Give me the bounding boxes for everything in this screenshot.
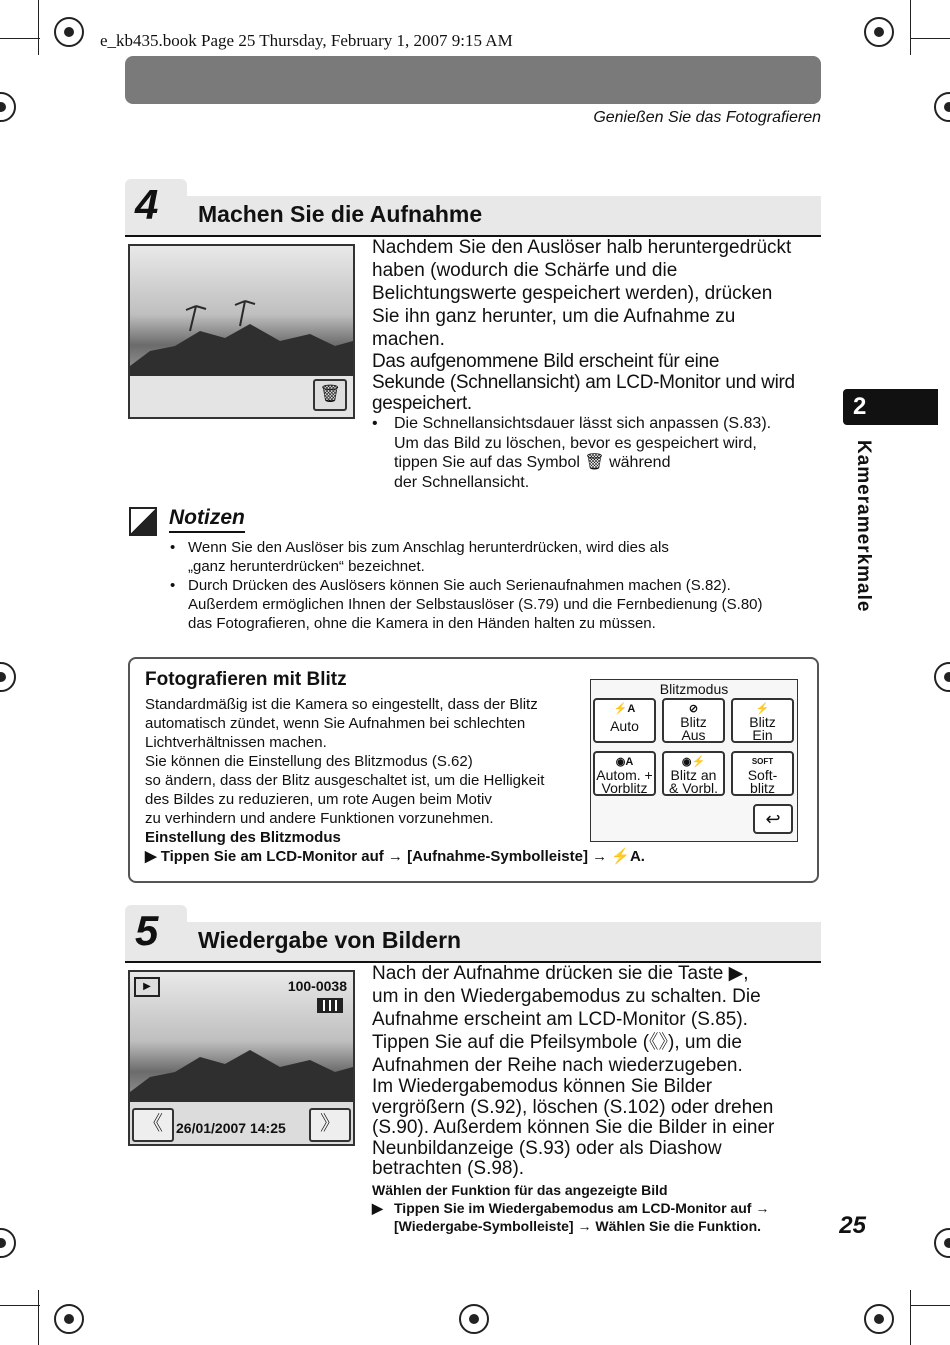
registration-mark <box>54 1304 84 1334</box>
crop-mark <box>38 0 39 55</box>
flash-soft-button[interactable]: SOFT Soft- blitz <box>731 751 794 796</box>
notes-title: Notizen <box>169 506 245 533</box>
playback-screen-photo <box>128 970 355 1146</box>
chapter-title: Kameramerkmale <box>853 440 874 613</box>
running-header: Genießen Sie das Fotografieren <box>593 109 821 126</box>
registration-mark <box>934 92 950 122</box>
step-4-bullet: • Die Schnellansichtsdauer lässt sich anpassen (S.83). Um das Bild zu löschen, bevor es gespeichert wird, tippen Sie auf das Symbol 🗑 während der Schnellansicht. <box>372 415 772 491</box>
crop-mark <box>0 38 40 39</box>
step-title: Machen Sie die Aufnahme <box>198 201 483 227</box>
step-number: 4 <box>135 181 159 228</box>
flash-on-button[interactable]: ⚡ Blitz Ein <box>731 698 794 743</box>
registration-mark <box>459 1304 489 1334</box>
crop-mark <box>910 1290 911 1345</box>
page-number: 25 <box>839 1212 866 1239</box>
trash-icon[interactable]: 🗑 <box>313 379 347 411</box>
flash-setting-step: ▶ Tippen Sie am LCD-Monitor auf → [Aufnahme-Symbolleiste] → ⚡A. <box>145 848 645 865</box>
registration-mark <box>864 17 894 47</box>
registration-mark <box>0 1228 16 1258</box>
previous-arrow-button[interactable]: 《 <box>132 1108 174 1142</box>
notes-list <box>170 538 820 633</box>
step-number: 5 <box>135 907 159 954</box>
step-title: Wiedergabe von Bildern <box>198 927 462 953</box>
function-step: ▶ Tippen Sie im Wiedergabemodus am LCD-Monitor auf → [Wiedergabe-Symbolleiste] → Wählen Sie die Funktion. <box>372 1200 770 1234</box>
chapter-number-tab: 2 <box>843 389 938 425</box>
step-4-paragraph-1: Nachdem Sie den Auslöser halb heruntergedrückt haben (wodurch die Schärfe und die Belichtungswerte gespeichert werden), drücken Sie ihn ganz herunter, um die Aufnahme zu machen. <box>372 237 792 350</box>
crop-mark <box>910 1305 950 1306</box>
registration-mark <box>0 662 16 692</box>
back-button[interactable] <box>753 804 793 834</box>
list-item: • Wenn Sie den Auslöser bis zum Anschlag herunterdrücken, wird dies als „ganz herunterdrücken“ bezeichnet. <box>170 539 669 575</box>
crop-mark <box>910 0 911 55</box>
soft-flash-icon: SOFT <box>751 757 774 766</box>
crop-mark <box>910 38 950 39</box>
redeye-auto-icon: ◉A <box>615 756 634 768</box>
flash-auto-redeye-button[interactable]: ◉A Autom. + Vorblitz <box>593 751 656 796</box>
registration-mark <box>934 662 950 692</box>
flash-box-text: Standardmäßig ist die Kamera so eingestellt, dass der Blitz automatisch zündet, wenn Sie Aufnahmen bei schlechten Lichtverhältnissen machen. Sie können die Einstellung des Blitzmodus (S.62) so ändern, dass der Blitz ausgeschaltet ist, um die Helligkeit des Bildes zu reduzieren, um rote Augen beim Motiv zu verhindern und andere Funktionen vorzunehmen. <box>145 696 545 827</box>
header-bar <box>125 56 821 104</box>
function-title: Wählen der Funktion für das angezeigte Bild <box>372 1182 668 1198</box>
flash-box-title: Fotografieren mit Blitz <box>145 669 347 690</box>
file-number: 100-0038 <box>287 978 347 994</box>
step-arrow-icon: ▶ <box>145 848 161 865</box>
step-5-paragraph-2: Im Wiedergabemodus können Sie Bilder vergrößern (S.92), löschen (S.102) oder drehen (S.90). Außerdem können Sie die Bilder in einer Neunbildanzeige (S.93) oder als Diashow betrachten (S.98). <box>372 1076 775 1179</box>
quickview-screen-photo <box>128 244 355 419</box>
battery-icon <box>317 998 343 1013</box>
next-arrow-button[interactable]: 》 <box>309 1108 351 1142</box>
crop-mark <box>38 1290 39 1345</box>
registration-mark <box>54 17 84 47</box>
flash-on-redeye-button[interactable]: ◉⚡ Blitz an & Vorbl. <box>662 751 725 796</box>
step-5-heading <box>125 905 821 961</box>
list-item: • Durch Drücken des Auslösers können Sie auch Serienaufnahmen machen (S.82). Außerdem ermöglichen Ihnen der Selbstauslöser (S.79) und die Fernbedienung (S.80) das Fotografieren, ohne die Kamera in den Händen halten zu müssen. <box>170 577 763 632</box>
flash-panel-title: Blitzmodus <box>659 681 729 697</box>
notes-icon <box>129 507 157 536</box>
flash-mode-panel <box>590 679 798 842</box>
book-info-line: e_kb435.book Page 25 Thursday, February 1, 2007 9:15 AM <box>100 31 513 50</box>
flash-auto-button[interactable]: ⚡A Auto <box>593 698 656 743</box>
step-4-heading <box>125 179 821 235</box>
step-5-paragraph-1: Nach der Aufnahme drücken sie die Taste ▶, um in den Wiedergabemodus zu schalten. Die Aufnahme erscheint am LCD-Monitor (S.85). Tippen Sie auf die Pfeilsymbole (《》), um die Aufnahmen der Reihe nach wiederzugeben. <box>372 963 761 1076</box>
registration-mark <box>0 92 16 122</box>
flash-off-button[interactable]: ⊘ Blitz Aus <box>662 698 725 743</box>
registration-mark <box>864 1304 894 1334</box>
step-4-paragraph-2: Das aufgenommene Bild erscheint für eine Sekunde (Schnellansicht) am LCD-Monitor und wird gespeichert. <box>372 351 795 414</box>
crop-mark <box>0 1305 40 1306</box>
registration-mark <box>934 1228 950 1258</box>
flash-auto-icon: ⚡A <box>613 703 636 715</box>
playback-mode-icon: ▶ <box>134 977 160 997</box>
flash-on-icon: ⚡ <box>755 703 770 715</box>
back-icon: ↩ <box>765 809 781 829</box>
flash-setting-title: Einstellung des Blitzmodus <box>145 829 341 846</box>
redeye-on-icon: ◉⚡ <box>681 756 706 768</box>
capture-datetime: 26/01/2007 14:25 <box>176 1120 286 1136</box>
flash-off-icon: ⊘ <box>688 703 699 715</box>
step-arrow-icon: ▶ <box>372 1200 383 1216</box>
